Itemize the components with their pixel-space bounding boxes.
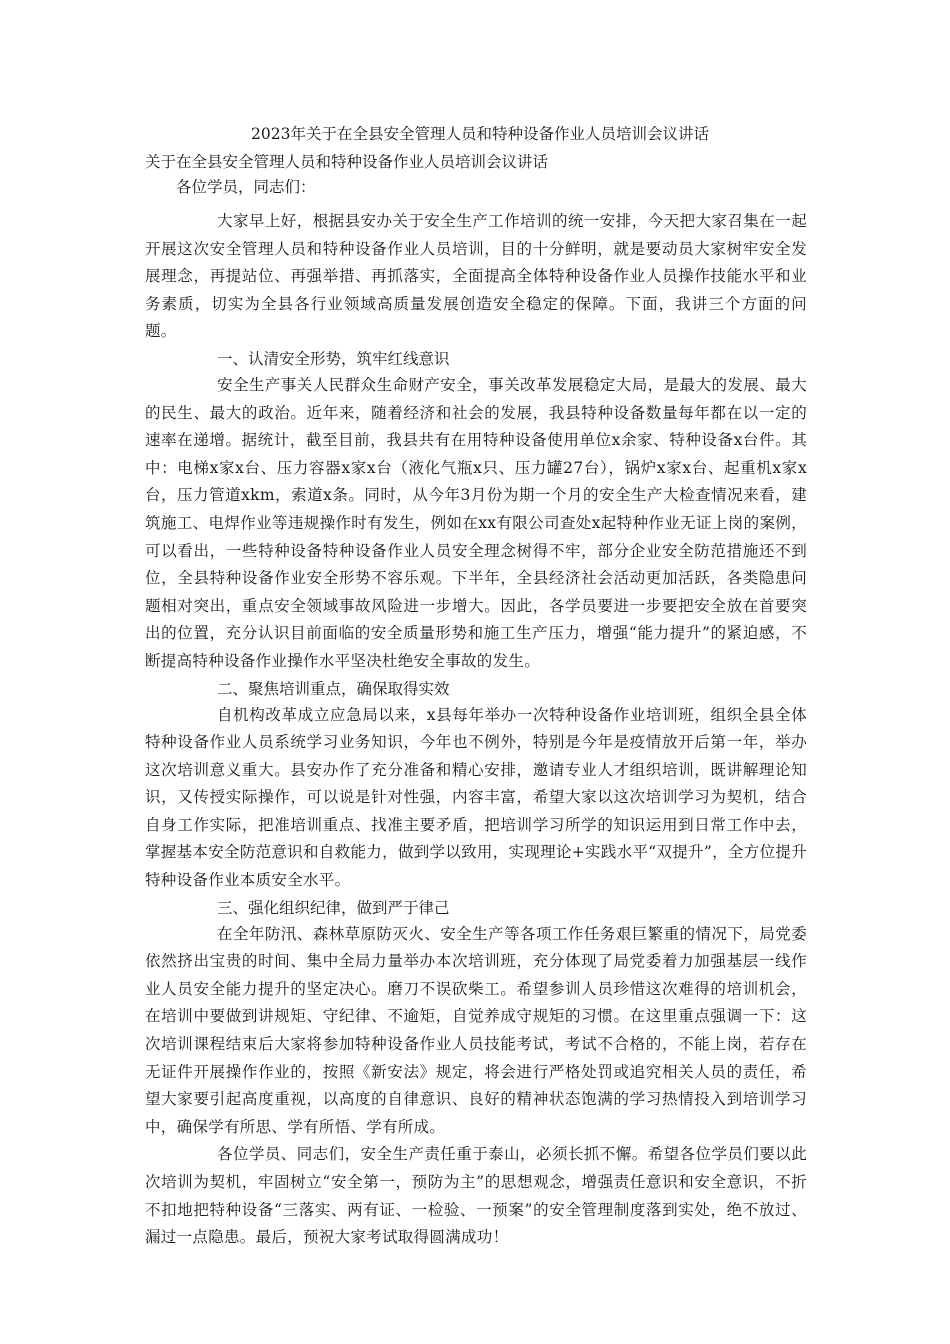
intro-paragraph: 大家早上好，根据县安办关于安全生产工作培训的统一安排，今天把大家召集在一起开展这次安全管理人员和特种设备作业人员培训，目的十分鲜明，就是要动员大家树牢安全发展理念，再提站位、再强举措、再抓落实，全面提高全体特种设备作业人员操作技能水平和业务素质，切实为全县各行业领域高质量发展创造安全稳定的保障。下面，我讲三个方面的问题。 xyxy=(145,212,807,341)
section-2-paragraph: 自机构改革成立应急局以来，x县每年举办一次特种设备作业培训班，组织全县全体特种设备作业人员系统学习业务知识，今年也不例外，特别是今年是疫情放开后第一年，举办这次培训意义重大。县安办作了充分准备和精心安排，邀请专业人才组织培训，既讲解理论知识，又传授实际操作，可以说是针对性强，内容丰富，希望大家以这次培训学习为契机，结合自身工作实际，把准培训重点、找准主要矛盾，把培训学习所学的知识运用到日常工作中去，掌握基本安全防范意识和自救能力，做到学以致用，实现理论+实践水平“双提升”，全方位提升特种设备作业本质安全水平。 xyxy=(145,705,807,890)
document-title: 2023年关于在全县安全管理人员和特种设备作业人员培训会议讲话 xyxy=(251,125,709,143)
closing-paragraph: 各位学员、同志们，安全生产责任重于泰山，必须长抓不懈。希望各位学员们要以此次培训为契机，牢固树立“安全第一，预防为主”的思想观念，增强责任意识和安全意识，不折不扣地把特种设备“三落实、两有证、一检验、一预案”的安全管理制度落到实处，绝不放过、漏过一点隐患。最后，预祝大家考试取得圆满成功！ xyxy=(145,1145,807,1247)
section-1-heading: 一、认清安全形势，筑牢红线意识 xyxy=(217,349,450,368)
document-body xyxy=(145,122,807,1252)
document-subtitle: 关于在全县安全管理人员和特种设备作业人员培训会议讲话 xyxy=(145,153,549,171)
salutation: 各位学员，同志们： xyxy=(176,178,316,196)
section-3-paragraph: 在全年防汛、森林草原防灭火、安全生产等各项工作任务艰巨繁重的情况下，局党委依然挤出宝贵的时间、集中全局力量举办本次培训班，充分体现了局党委着力加强基层一线作业人员安全能力提升的坚定决心。磨刀不误砍柴工。希望参训人员珍惜这次难得的培训机会，在培训中要做到讲规矩、守纪律、不逾矩，自觉养成守规矩的习惯。在这里重点强调一下：这次培训课程结束后大家将参加特种设备作业人员技能考试，考试不合格的，不能上岗，若存在无证件开展操作作业的，按照《新安法》规定，将会进行严格处罚或追究相关人员的责任，希望大家要引起高度重视，以高度的自律意识、良好的精神状态饱满的学习热情投入到培训学习中，确保学有所思、学有所悟、学有所成。 xyxy=(145,924,807,1136)
section-3-heading: 三、强化组织纪律，做到严于律己 xyxy=(217,898,450,917)
section-1-paragraph: 安全生产事关人民群众生命财产安全，事关改革发展稳定大局，是最大的发展、最大的民生、最大的政治。近年来，随着经济和社会的发展，我县特种设备数量每年都在以一定的速率在递增。据统计，截至目前，我县共有在用特种设备使用单位x余家、特种设备x台件。其中：电梯x家x台、压力容器x家x台（液化气瓶x只、压力罐27台），锅炉x家x台、起重机x家x台，压力管道xkm，索道x条。同时，从今年3月份为期一个月的安全生产大检查情况来看，建筑施工、电焊作业等违规操作时有发生，例如在xx有限公司查处x起特种作业无证上岗的案例，可以看出，一些特种设备特种设备作业人员安全理念树得不牢，部分企业安全防范措施还不到位，全县特种设备作业安全形势不容乐观。下半年，全县经济社会活动更加活跃，各类隐患问题相对突出，重点安全领域事故风险进一步增大。因此，各学员要进一步要把安全放在首要突出的位置，充分认识目前面临的安全质量形势和施工生产压力，增强“能力提升”的紧迫感，不断提高特种设备作业操作水平坚决杜绝安全事故的发生。 xyxy=(145,375,807,670)
section-2-heading: 二、聚焦培训重点，确保取得实效 xyxy=(217,679,450,698)
